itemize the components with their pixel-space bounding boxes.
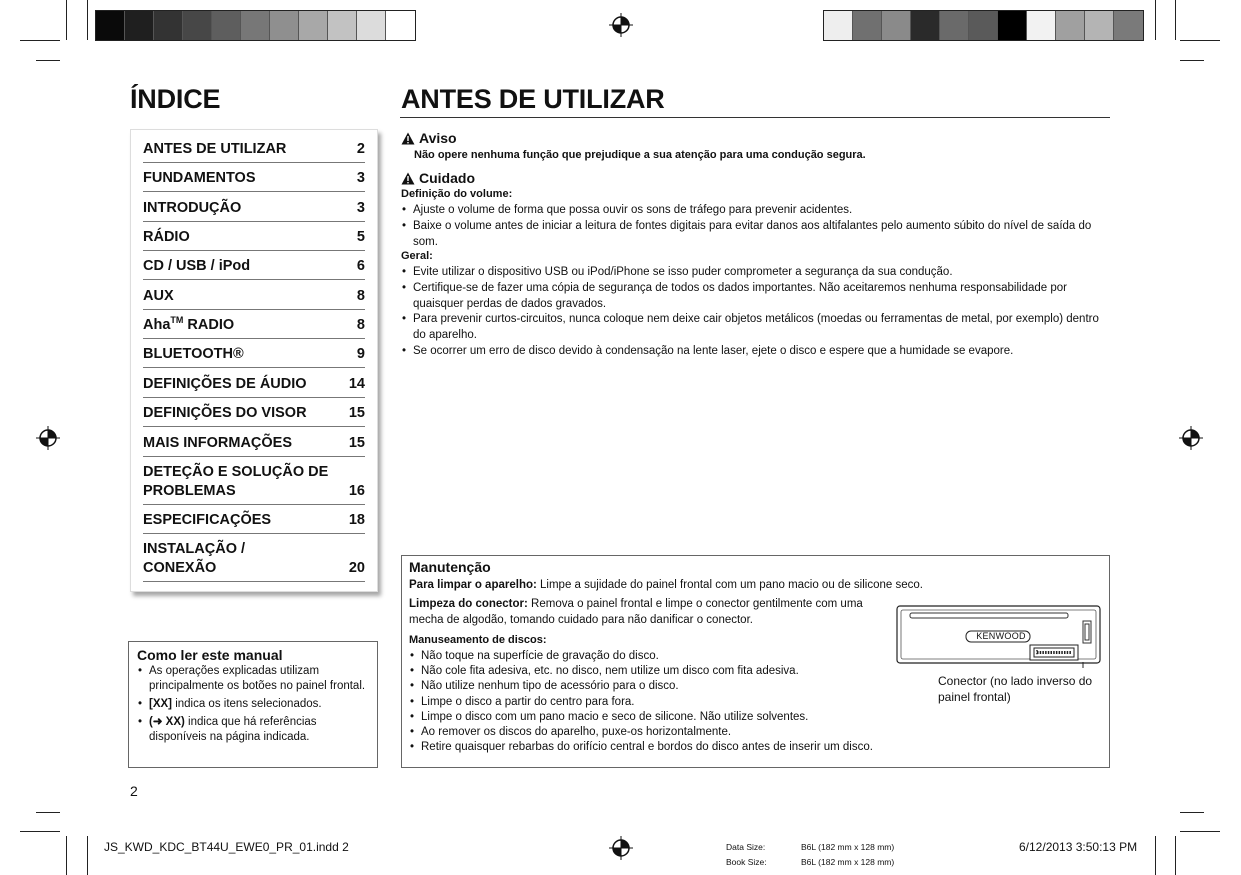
list-item	[137, 715, 369, 745]
color-swatch	[940, 11, 969, 40]
crop-mark	[66, 836, 67, 875]
toc-entry[interactable]	[143, 368, 365, 398]
crop-mark	[1180, 831, 1220, 832]
toc-entry[interactable]	[143, 505, 365, 534]
color-swatch	[299, 11, 328, 40]
discs-label: Manuseamento de discos:	[409, 634, 547, 646]
toc-entry[interactable]	[143, 192, 365, 222]
reference-marker: (➜ XX)	[149, 716, 185, 728]
page-title: ANTES DE UTILIZAR	[401, 84, 665, 114]
color-swatch	[969, 11, 998, 40]
list-item: • Limpe o disco a partir do centro para fora.	[409, 695, 899, 710]
toc-entry-label-line: INSTALAÇÃO /	[143, 541, 246, 557]
toc-entry-label: DEFINIÇÕES DO VISOR	[143, 405, 307, 421]
maintenance-box	[401, 555, 1110, 768]
trademark-superscript: TM	[170, 315, 184, 326]
toc-entry-page: 8	[356, 317, 365, 333]
toc-entry-label	[143, 463, 328, 501]
color-swatch	[183, 11, 212, 40]
toc-entry-page: 3	[356, 200, 365, 216]
list-item: • Limpe o disco com um pano macio e seco de silicone. Não utilize solventes.	[409, 710, 899, 725]
volume-label: Definição do volume:	[401, 188, 513, 200]
toc-entry[interactable]	[143, 398, 365, 427]
crop-mark	[36, 812, 60, 813]
color-swatch	[154, 11, 183, 40]
registration-mark-icon	[36, 426, 60, 450]
data-size-label: Data Size:	[726, 842, 766, 852]
caution-triangle-icon	[401, 172, 415, 185]
toc-entry[interactable]	[143, 222, 365, 251]
how-to-read-title: Como ler este manual	[137, 647, 283, 663]
list-item: • Evite utilizar o dispositivo USB ou iPod/iPhone se isso puder comprometer a segurança da sua condução.	[401, 265, 1107, 281]
registration-mark-icon	[609, 13, 633, 37]
color-swatch	[241, 11, 270, 40]
warning-triangle-icon	[401, 132, 415, 145]
crop-mark	[1180, 812, 1204, 813]
list-item: • Ajuste o volume de forma que possa ouvir os sons de tráfego para prevenir acidentes.	[401, 203, 1107, 219]
general-label: Geral:	[401, 250, 433, 262]
crop-mark	[1155, 836, 1156, 875]
color-swatch	[270, 11, 299, 40]
toc-entry-page: 20	[348, 560, 365, 576]
connector-caption: Conector (no lado inverso do painel frontal)	[938, 674, 1093, 704]
crop-mark	[1155, 0, 1156, 40]
color-swatch	[1085, 11, 1114, 40]
crop-mark	[87, 0, 88, 40]
toc-entry-page: 16	[348, 483, 365, 499]
how-to-read-list	[137, 664, 369, 745]
list-item: • Baixe o volume antes de iniciar a leitura de fontes digitais para evitar danos aos altifalantes pelo aumento súbito do nível de saída do som.	[401, 219, 1107, 250]
color-swatch	[96, 11, 125, 40]
color-swatch	[357, 11, 386, 40]
list-item: • Se ocorrer um erro de disco devido à condensação na lente laser, ejete o disco e espere que a humidade se evapore.	[401, 344, 1107, 360]
color-swatch	[998, 11, 1027, 40]
connector-desc: Remova o painel frontal e limpe o conector gentilmente com uma mecha de algodão, tomando cuidado para não danificar o conector.	[409, 598, 863, 626]
color-bar-left	[95, 10, 416, 41]
toc-entry[interactable]	[143, 534, 365, 582]
toc-entry-label: DEFINIÇÕES DE ÁUDIO	[143, 376, 307, 392]
toc-entry-label: INTRODUÇÃO	[143, 200, 242, 216]
toc-entry-label: ESPECIFICAÇÕES	[143, 512, 272, 528]
toc-entry-label-line: CONEXÃO	[143, 560, 217, 576]
toc-entry-page: 14	[348, 376, 365, 392]
toc-entry-page: 18	[348, 512, 365, 528]
toc-entry-page: 2	[356, 141, 365, 157]
toc-entry-page: 9	[356, 346, 365, 362]
toc-entry-page: 6	[356, 258, 365, 274]
color-swatch	[882, 11, 911, 40]
crop-mark	[20, 40, 60, 41]
toc-entry-page: 8	[356, 288, 365, 304]
disc-handling-list	[409, 649, 899, 755]
book-size-value: B6L (182 mm x 128 mm)	[801, 857, 895, 867]
crop-mark	[87, 836, 88, 875]
toc-entry-label-part: RADIO	[183, 317, 235, 333]
list-item: • Retire quaisquer rebarbas do orifício central e bordos do disco antes de inserir um disco.	[409, 740, 899, 755]
book-size-label: Book Size:	[726, 857, 767, 867]
color-swatch	[1114, 11, 1143, 40]
footer-filename: JS_KWD_KDC_BT44U_EWE0_PR_01.indd 2	[104, 840, 349, 854]
toc-entry-label	[143, 311, 234, 335]
crop-mark	[1175, 0, 1176, 40]
registration-mark-icon	[609, 836, 633, 860]
toc-entry-label: CD / USB / iPod	[143, 258, 251, 274]
connector-label: Limpeza do conector:	[409, 598, 528, 610]
toc-entry[interactable]	[143, 280, 365, 310]
caution-heading	[401, 170, 475, 186]
toc-entry-page: 5	[356, 229, 365, 245]
title-rule	[400, 117, 1110, 118]
list-item	[137, 697, 369, 712]
list-item: • Para prevenir curtos-circuitos, nunca coloque nem deixe cair objetos metálicos (moedas ou ferramentas de metal, por exemplo) dentro do aparelho.	[401, 312, 1107, 343]
toc-entry-label-line: DETEÇÃO E SOLUÇÃO DE	[143, 464, 329, 480]
page-number: 2	[130, 783, 138, 799]
crop-mark	[66, 0, 67, 40]
color-swatch	[824, 11, 853, 40]
device-brand-label: KENWOOD	[976, 631, 1026, 641]
color-swatch	[125, 11, 154, 40]
data-size-value: B6L (182 mm x 128 mm)	[801, 842, 895, 852]
toc-entry-label: FUNDAMENTOS	[143, 170, 256, 186]
registration-mark-icon	[1179, 426, 1203, 450]
how-to-read-box	[128, 641, 378, 768]
warning-heading	[401, 130, 457, 146]
toc-entry-label: ANTES DE UTILIZAR	[143, 141, 287, 157]
toc-entry[interactable]	[143, 427, 365, 457]
caution-title: Cuidado	[419, 170, 475, 186]
toc-entry-label: BLUETOOTH®	[143, 346, 244, 362]
clean-unit-text	[409, 578, 1099, 594]
crop-mark	[20, 831, 60, 832]
index-title: ÍNDICE	[130, 84, 221, 114]
toc-entry[interactable]	[143, 138, 365, 163]
toc-entry-label: AUX	[143, 288, 174, 304]
color-swatch	[853, 11, 882, 40]
toc-entry-label	[143, 540, 245, 578]
list-item: • Ao remover os discos do aparelho, puxe-os horizontalmente.	[409, 725, 899, 740]
color-swatch	[1027, 11, 1056, 40]
toc-entry-label-line: PROBLEMAS	[143, 483, 236, 499]
crop-mark	[1180, 60, 1204, 61]
warning-title: Aviso	[419, 130, 457, 146]
toc-entry-label: RÁDIO	[143, 229, 190, 245]
color-swatch	[212, 11, 241, 40]
list-item: • Não utilize nenhum tipo de acessório para o disco.	[409, 679, 899, 694]
toc-entry-label-part: Aha	[143, 317, 171, 333]
toc-entry[interactable]	[143, 339, 365, 368]
color-swatch	[911, 11, 940, 40]
color-swatch	[328, 11, 357, 40]
toc-entry-page: 3	[356, 170, 365, 186]
footer-datetime: 6/12/2013 3:50:13 PM	[1019, 840, 1138, 854]
toc-entry[interactable]	[143, 251, 365, 280]
list-item-text: As operações explicadas utilizam principalmente os botões no painel frontal.	[149, 665, 366, 692]
maintenance-title: Manutenção	[409, 559, 491, 575]
table-of-contents	[130, 129, 378, 592]
connector-text	[409, 597, 889, 628]
toc-entry[interactable]	[143, 163, 365, 192]
color-swatch	[1056, 11, 1085, 40]
list-item	[137, 664, 369, 694]
toc-entry-page: 15	[348, 435, 365, 451]
toc-entry-label: MAIS INFORMAÇÕES	[143, 435, 293, 451]
clean-unit-label: Para limpar o aparelho:	[409, 579, 537, 591]
clean-unit-desc: Limpe a sujidade do painel frontal com um pano macio ou de silicone seco.	[536, 579, 923, 591]
list-item: • Não cole fita adesiva, etc. no disco, nem utilize um disco com fita adesiva.	[409, 664, 899, 679]
crop-mark	[36, 60, 60, 61]
toc-entry[interactable]	[143, 310, 365, 339]
toc-entry[interactable]	[143, 457, 365, 505]
list-item-text: indica os itens selecionados.	[172, 698, 322, 710]
list-item-text: indica que há referências disponíveis na página indicada.	[149, 716, 317, 743]
warning-text: Não opere nenhuma função que prejudique a sua atenção para uma condução segura.	[414, 149, 866, 161]
selected-items-marker: [XX]	[149, 698, 172, 710]
crop-mark	[1180, 40, 1220, 41]
color-swatch	[386, 11, 415, 40]
crop-mark	[1175, 836, 1176, 875]
list-item: • Certifique-se de fazer uma cópia de segurança de todos os dados importantes. Não aceitaremos nenhuma responsabilidade por quaisquer perdas de dados gravados.	[401, 281, 1107, 312]
list-item: • Não toque na superfície de gravação do disco.	[409, 649, 899, 664]
toc-entry-page: 15	[348, 405, 365, 421]
color-bar-right	[823, 10, 1144, 41]
